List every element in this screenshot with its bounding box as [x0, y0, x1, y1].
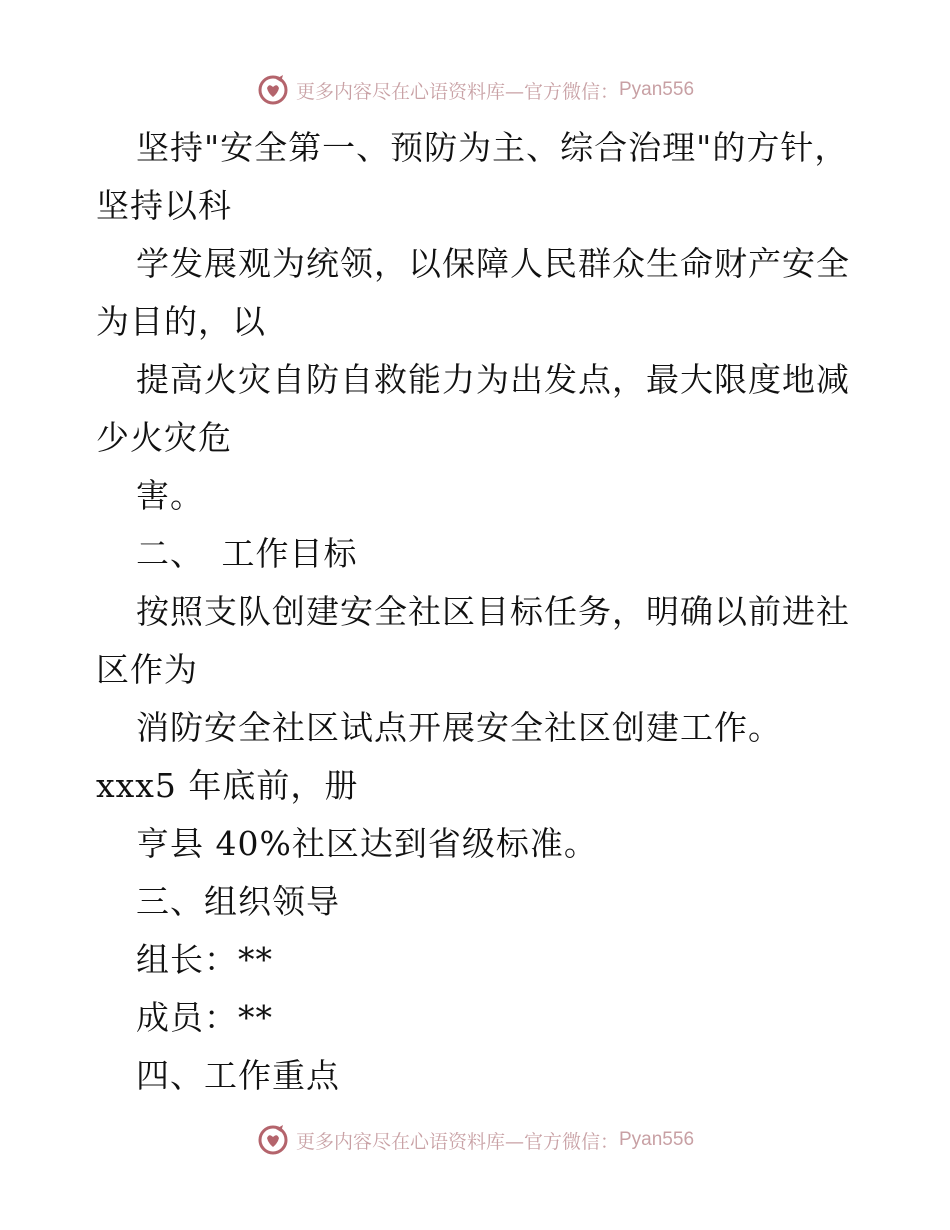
watermark-text-bottom: 更多内容尽在心语资料库—官方微信：	[295, 1130, 619, 1153]
body-line: 学发展观为统领，以保障人民群众生命财产安全	[136, 244, 850, 283]
body-line: 区作为	[96, 650, 198, 689]
watermark-banner-top	[0, 70, 950, 110]
body-line: 按照支队创建安全社区目标任务，明确以前进社	[136, 592, 850, 631]
body-line: xxx5 年底前，册	[96, 766, 359, 805]
watermark-wechat-top: Pyan556	[619, 79, 695, 100]
body-line: 成员：**	[136, 998, 273, 1037]
body-line: 为目的，以	[96, 302, 266, 341]
body-line: 害。	[136, 476, 204, 515]
body-line: 亨县 40%社区达到省级标准。	[136, 824, 598, 863]
section-heading: 四、工作重点	[136, 1056, 340, 1095]
heart-logo-icon	[256, 1123, 290, 1157]
body-line: 坚持以科	[96, 186, 232, 225]
heart-logo-icon	[256, 73, 290, 107]
watermark-wechat-bottom: Pyan556	[619, 1129, 695, 1150]
section-heading: 二、 工作目标	[136, 534, 358, 573]
body-line: 坚持"安全第一、预防为主、综合治理"的方针，	[136, 128, 849, 167]
body-line: 组长：**	[136, 940, 273, 979]
watermark-text-top: 更多内容尽在心语资料库—官方微信：	[295, 80, 619, 103]
watermark-banner-bottom	[0, 1120, 950, 1160]
body-line: 少火灾危	[96, 418, 232, 457]
body-line: 消防安全社区试点开展安全社区创建工作。	[136, 708, 782, 747]
section-heading: 三、组织领导	[136, 882, 340, 921]
body-line: 提高火灾自防自救能力为出发点，最大限度地减	[136, 360, 850, 399]
